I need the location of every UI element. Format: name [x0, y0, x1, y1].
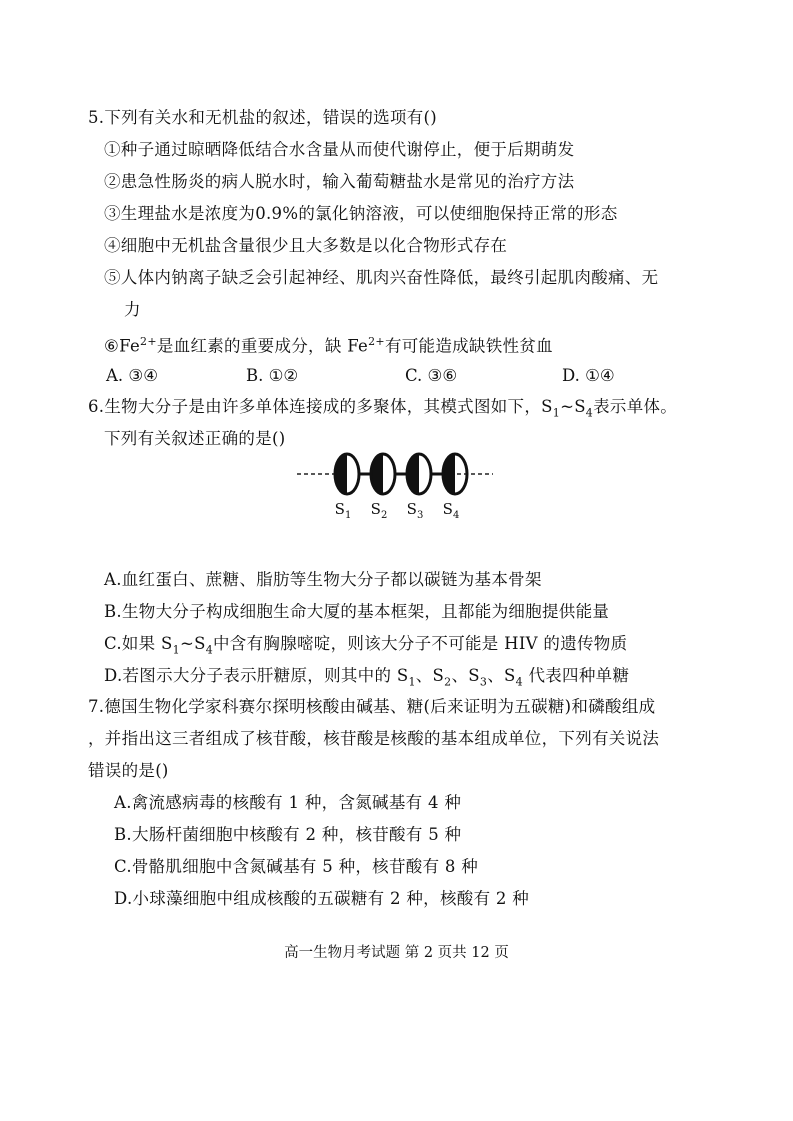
subscript: 1 — [172, 643, 180, 657]
q5-option-c: C. ③⑥ — [405, 366, 458, 385]
q7-option-b: B.大肠杆菌细胞中核酸有 2 种，核苷酸有 5 种 — [114, 825, 462, 844]
subscript: 4 — [585, 406, 594, 420]
q6-stem-line-2: 下列有关叙述正确的是() — [104, 429, 286, 448]
text-span: 、S — [487, 666, 516, 685]
text-span: 、S — [415, 666, 445, 685]
polymer-diagram — [295, 446, 495, 526]
q7-option-d: D.小球藻细胞中组成核酸的五碳糖有 2 种，核酸有 2 种 — [114, 889, 530, 908]
q5-statement-4: ④细胞中无机盐含量很少且大多数是以化合物形式存在 — [104, 236, 508, 255]
monomer-label-3: $S_3$ — [406, 500, 424, 521]
superscript: 2+ — [368, 335, 385, 348]
q5-option-d: D. ①④ — [562, 366, 615, 385]
subscript: 1 — [408, 675, 416, 689]
superscript: 2+ — [140, 335, 157, 348]
monomer-group — [335, 454, 467, 494]
q7-option-a: A.禽流感病毒的核酸有 1 种，含氮碱基有 4 种 — [114, 793, 462, 812]
monomer-label-group — [335, 500, 460, 521]
q6-option-d — [104, 666, 629, 692]
q5-statement-6 — [104, 332, 553, 357]
q7-stem-line-1: 7.德国生物化学家科赛尔探明核酸由碱基、糖(后来证明为五碳糖)和磷酸组成 — [88, 697, 656, 716]
text-span: 6.生物大分子是由许多单体连接成的多聚体，其模式图如下，S — [88, 397, 553, 416]
subscript: 4 — [515, 675, 523, 689]
monomer-label-4: $S_4$ — [442, 500, 460, 521]
text-span: D.若图示大分子表示肝糖原，则其中的 S — [104, 666, 409, 685]
q5-option-a: A. ③④ — [106, 366, 158, 385]
monomer-label-1: $S_1$ — [334, 500, 352, 521]
q6-option-b: B.生物大分子构成细胞生命大厦的基本框架，且都能为细胞提供能量 — [104, 602, 610, 621]
text-span: ~S — [179, 634, 206, 653]
q5-option-b: B. ①② — [246, 366, 299, 385]
subscript: 4 — [205, 643, 213, 657]
text-span: 代表四种单糖 — [522, 666, 630, 685]
q5-statement-1: ①种子通过晾晒降低结合水含量从而使代谢停止，便于后期萌发 — [104, 140, 575, 159]
subscript: 1 — [552, 406, 561, 420]
text-span: 、S — [451, 666, 480, 685]
text-span: 表示单体。 — [593, 397, 678, 416]
q5-statement-5-cont: 力 — [124, 300, 141, 319]
q7-stem-line-3: 错误的是() — [88, 761, 169, 780]
q7-stem-line-2: ，并指出这三者组成了核苷酸，核苷酸是核酸的基本组成单位，下列有关说法 — [88, 729, 660, 748]
text-span: 有可能造成缺铁性贫血 — [384, 336, 553, 356]
text-span: ⑥Fe — [104, 336, 141, 356]
q5-statement-3: ③生理盐水是浓度为0.9%的氯化钠溶液，可以使细胞保持正常的形态 — [104, 204, 618, 223]
q6-stem-line-1 — [88, 397, 677, 423]
q5-statement-5: ⑤人体内钠离子缺乏会引起神经、肌肉兴奋性降低，最终引起肌肉酸痛、无 — [104, 268, 659, 287]
page-footer: 高一生物月考试题 第 2 页共 12 页 — [284, 945, 509, 961]
q5-statement-2: ②患急性肠炎的病人脱水时，输入葡萄糖盐水是常见的治疗方法 — [104, 172, 575, 191]
subscript: 3 — [479, 675, 488, 689]
q6-option-a: A.血红蛋白、蔗糖、脂肪等生物大分子都以碳链为基本骨架 — [104, 570, 542, 589]
subscript: 2 — [444, 675, 452, 689]
q5-stem: 5.下列有关水和无机盐的叙述，错误的选项有() — [88, 108, 438, 127]
monomer-label-2: $S_2$ — [370, 500, 388, 521]
q6-option-c — [104, 634, 627, 660]
text-span: 中含有胸腺嘧啶，则该大分子不可能是 HIV 的遗传物质 — [213, 634, 628, 653]
text-span: ~S — [560, 397, 586, 416]
text-span: C.如果 S — [104, 634, 173, 653]
text-span: 是血红素的重要成分，缺 Fe — [156, 336, 369, 356]
q7-option-c: C.骨骼肌细胞中含氮碱基有 5 种，核苷酸有 8 种 — [114, 857, 479, 876]
